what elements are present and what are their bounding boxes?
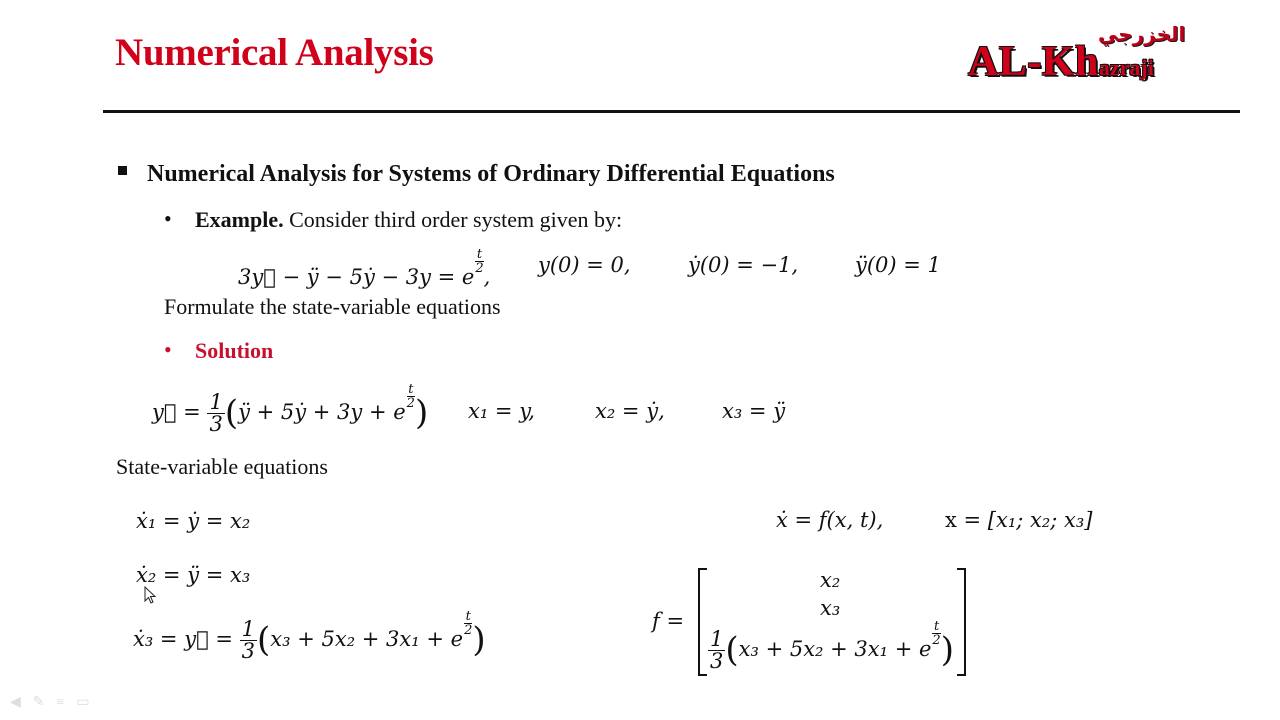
x-def-vector: [x₁; x₂; x₃] [987, 508, 1093, 532]
menu-icon[interactable]: ≡ [56, 695, 77, 710]
one-third-fraction [240, 619, 257, 662]
header-divider [103, 110, 1240, 113]
ode-exponent [475, 248, 483, 275]
matrix-row-2: x₃ [820, 596, 841, 620]
one-third-fraction [708, 629, 725, 672]
state-eq3-lhs: ẋ₃ = y⃛ = [133, 627, 233, 651]
right-paren: ) [414, 393, 429, 433]
square-bullet-icon [118, 166, 127, 175]
frac-den: 3 [710, 649, 724, 673]
example-text: Consider third order system given by: [289, 207, 623, 232]
matrix-row3-exponent [932, 620, 940, 647]
solved-equation [152, 383, 428, 435]
page-title: Numerical Analysis [115, 31, 434, 74]
right-bracket [957, 568, 966, 676]
left-paren: ( [257, 620, 271, 660]
solved-exponent [407, 383, 415, 410]
example-line [195, 207, 622, 233]
matrix-row3-inner: x₃ + 5x₂ + 3x₁ + e [738, 637, 932, 661]
ode-exp-den: 2 [475, 261, 484, 276]
solution-label: Solution [195, 338, 274, 363]
slideshow-controls[interactable] [10, 694, 102, 711]
state-vector-definition [945, 508, 1092, 532]
ode-exp-num: t [476, 247, 483, 262]
matrix-row-1: x₂ [820, 568, 841, 592]
frac-num: 1 [241, 617, 256, 641]
x-def-label: x = [945, 508, 988, 532]
pen-icon[interactable]: ✎ [32, 695, 57, 710]
logo-arabic-text: الخزرجي [1098, 22, 1186, 46]
state-equation-2: ẋ₂ = ÿ = x₃ [136, 563, 251, 587]
state-def-x2: x₂ = ẏ, [595, 399, 665, 423]
frac-den: 3 [241, 639, 256, 663]
state-equation-1: ẋ₁ = ẏ = x₂ [136, 509, 251, 533]
state-def-x3: x₃ = ÿ [722, 399, 786, 423]
exp-num: t [465, 609, 471, 624]
left-bracket [698, 568, 707, 676]
right-paren: ) [472, 620, 486, 660]
frac-num: 1 [710, 627, 724, 651]
left-paren: ( [224, 393, 239, 433]
ode-equation [238, 248, 490, 289]
f-label: f = [652, 609, 685, 633]
f-column-vector [698, 568, 966, 676]
bullet-dot-icon: • [164, 337, 172, 362]
ode-tail: , [483, 265, 491, 289]
exp-num: t [933, 619, 940, 634]
back-arrow-icon[interactable]: ◀ [10, 695, 33, 710]
solved-inner: ÿ + 5ẏ + 3y + e [238, 400, 406, 424]
solved-lhs: y⃛ = [152, 400, 201, 424]
logo-text-big: AL-Kh [968, 39, 1099, 85]
state-def-x1: x₁ = y, [468, 399, 535, 423]
one-third-fraction [207, 392, 224, 435]
initial-condition-3: ÿ(0) = 1 [855, 253, 941, 277]
solved-exp-den: 2 [406, 396, 415, 411]
left-paren: ( [725, 630, 739, 670]
state-equation-3 [133, 610, 486, 662]
example-label: Example. [195, 207, 284, 232]
matrix-row-3 [708, 620, 954, 672]
logo-text-small: azraji [1098, 55, 1154, 80]
logo [968, 38, 1154, 86]
exp-den: 2 [932, 633, 941, 648]
right-paren: ) [940, 630, 954, 670]
section-heading: Numerical Analysis for Systems of Ordinary Differential Equations [147, 161, 835, 187]
comment-icon[interactable]: ▭ [76, 695, 102, 710]
state-eq3-inner: x₃ + 5x₂ + 3x₁ + e [270, 627, 464, 651]
formulate-text: Formulate the state-variable equations [164, 294, 501, 319]
initial-condition-1: y(0) = 0, [538, 253, 631, 277]
mouse-cursor-icon [144, 586, 158, 606]
state-equations-label: State-variable equations [116, 454, 328, 479]
solved-exp-num: t [408, 382, 414, 397]
exp-den: 2 [464, 623, 473, 638]
frac-den: 3 [209, 412, 223, 436]
bullet-dot-icon: • [164, 206, 172, 231]
initial-condition-2: ẏ(0) = −1, [688, 253, 799, 277]
ode-lhs: 3y⃛ − ÿ − 5ẏ − 3y = e [238, 265, 475, 289]
vector-form-equation: ẋ = f(x, t), [776, 508, 884, 532]
frac-num: 1 [209, 390, 223, 414]
